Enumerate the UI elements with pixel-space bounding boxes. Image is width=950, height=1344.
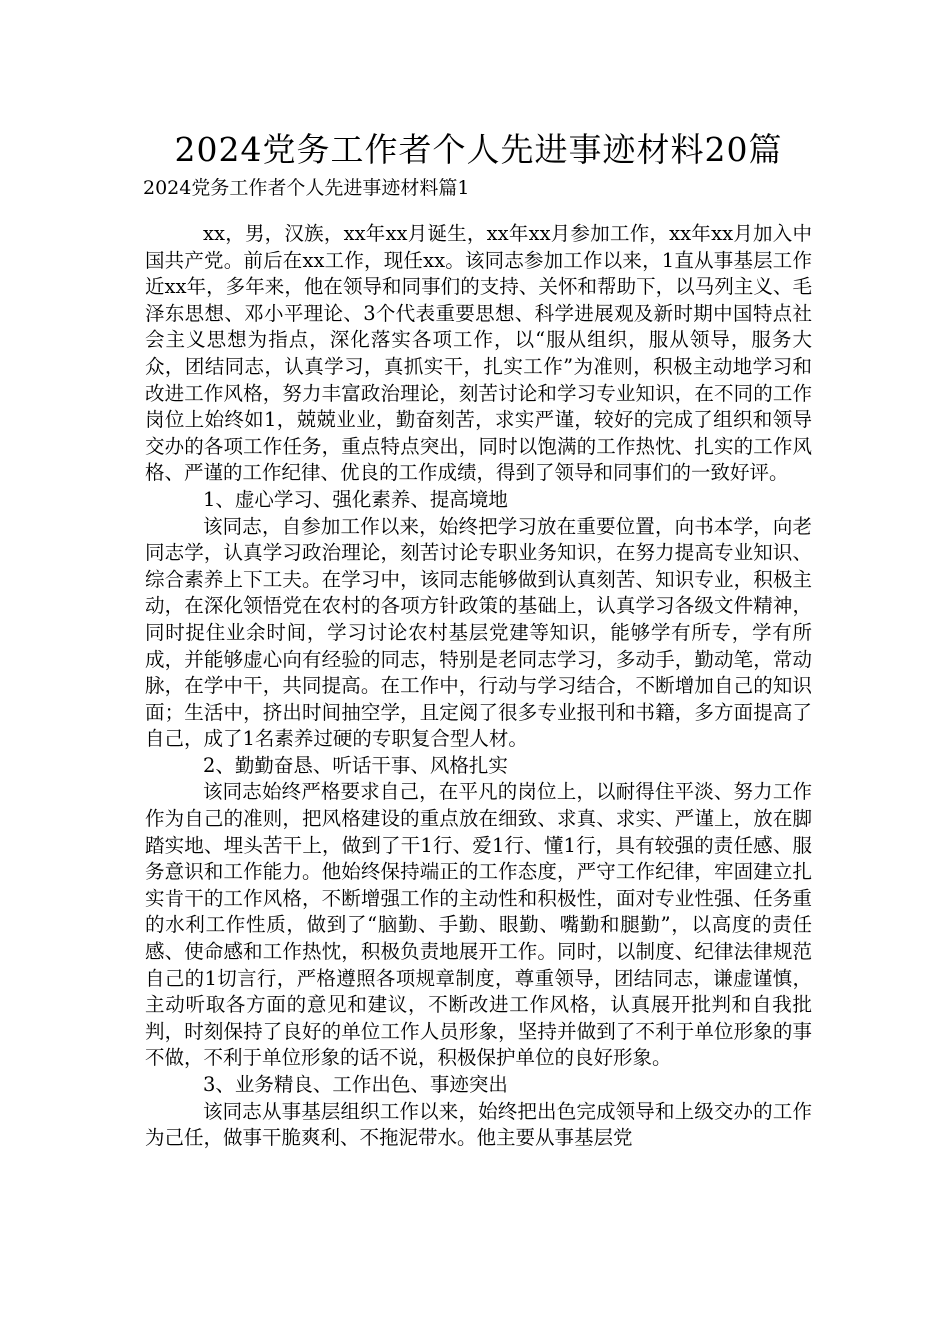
document-title: 2024党务工作者个人先进事迹材料20篇: [174, 130, 783, 169]
section-body-3: 该同志从事基层组织工作以来，始终把出色完成领导和上级交办的工作为己任，做事干脆爽利、不拖泥带水。他主要从事基层党: [145, 1099, 812, 1150]
section-body-1: 该同志，自参加工作以来，始终把学习放在重要位置，向书本学，向老同志学，认真学习政治理论，刻苦讨论专职业务知识，在努力提高专业知识、综合素养上下工夫。在学习中，该同志能够做到认真刻苦、知识专业，积极主动，在深化领悟党在农村的各项方针政策的基础上，认真学习各级文件精神，同时捉住业余时间，学习讨论农村基层党建等知识，能够学有所专，学有所成，并能够虚心向有经验的同志，特别是老同志学习，多动手，勤动笔，常动脉，在学中干，共同提高。在工作中，行动与学习结合，不断增加自己的知识面；生活中，挤出时间抽空学，且定阅了很多专业报刊和书籍，多方面提高了自己，成了1名素养过硬的专职复合型人材。: [145, 514, 812, 751]
section-heading-2: 2、勤勤奋恳、听话干事、风格扎实: [203, 753, 508, 777]
section-heading-3: 3、业务精良、工作出色、事迹突出: [203, 1073, 508, 1096]
section-heading-1: 1、虚心学习、强化素养、提高境地: [203, 487, 508, 511]
section-body-2: 该同志始终严格要求自己，在平凡的岗位上，以耐得住平淡、努力工作作为自己的准则，把风格建设的重点放在细致、求真、求实、严谨上，放在脚踏实地、埋头苦干上，做到了干1行、爱1行、懂1行，具有较强的责任感、服务意识和工作能力。他始终保持端正的工作态度，严守工作纪律，牢固建立扎实肯干的工作风格，不断增强工作的主动性和积极性，面对专业性强、任务重的水利工作性质，做到了“脑勤、手勤、眼勤、嘴勤和腿勤”，以高度的责任感、使命感和工作热忱，积极负责地展开工作。同时，以制度、纪律法律规范自己的1切言行，严格遵照各项规章制度，尊重领导，团结同志，谦虚谨慎，主动听取各方面的意见和建议，不断改进工作风格，认真展开批判和自我批判，时刻保持了良好的单位工作人员形象，坚持并做到了不利于单位形象的事不做，不利于单位形象的话不说，积极保护单位的良好形象。: [145, 780, 812, 1070]
intro-paragraph: xx，男，汉族，xx年xx月诞生，xx年xx月参加工作，xx年xx月加入中国共产党。前后在xx工作，现任xx。该同志参加工作以来，1直从事基层工作近xx年，多年来，他在领导和同事们的支持、关怀和帮助下，以马列主义、毛泽东思想、邓小平理论、3个代表重要思想、科学进展观及新时期中国特点社会主义思想为指点，深化落实各项工作，以“服从组织，服从领导，服务大众，团结同志，认真学习，真抓实干，扎实工作”为准则，积极主动地学习和改进工作风格，努力丰富政治理论，刻苦讨论和学习专业知识，在不同的工作岗位上始终如1，兢兢业业，勤奋刻苦，求实严谨，较好的完成了组织和领导交办的各项工作任务，重点特点突出，同时以饱满的工作热忱、扎实的工作风格、严谨的工作纪律、优良的工作成绩，得到了领导和同事们的一致好评。: [145, 222, 812, 485]
document-subtitle: 2024党务工作者个人先进事迹材料篇1: [143, 177, 470, 199]
